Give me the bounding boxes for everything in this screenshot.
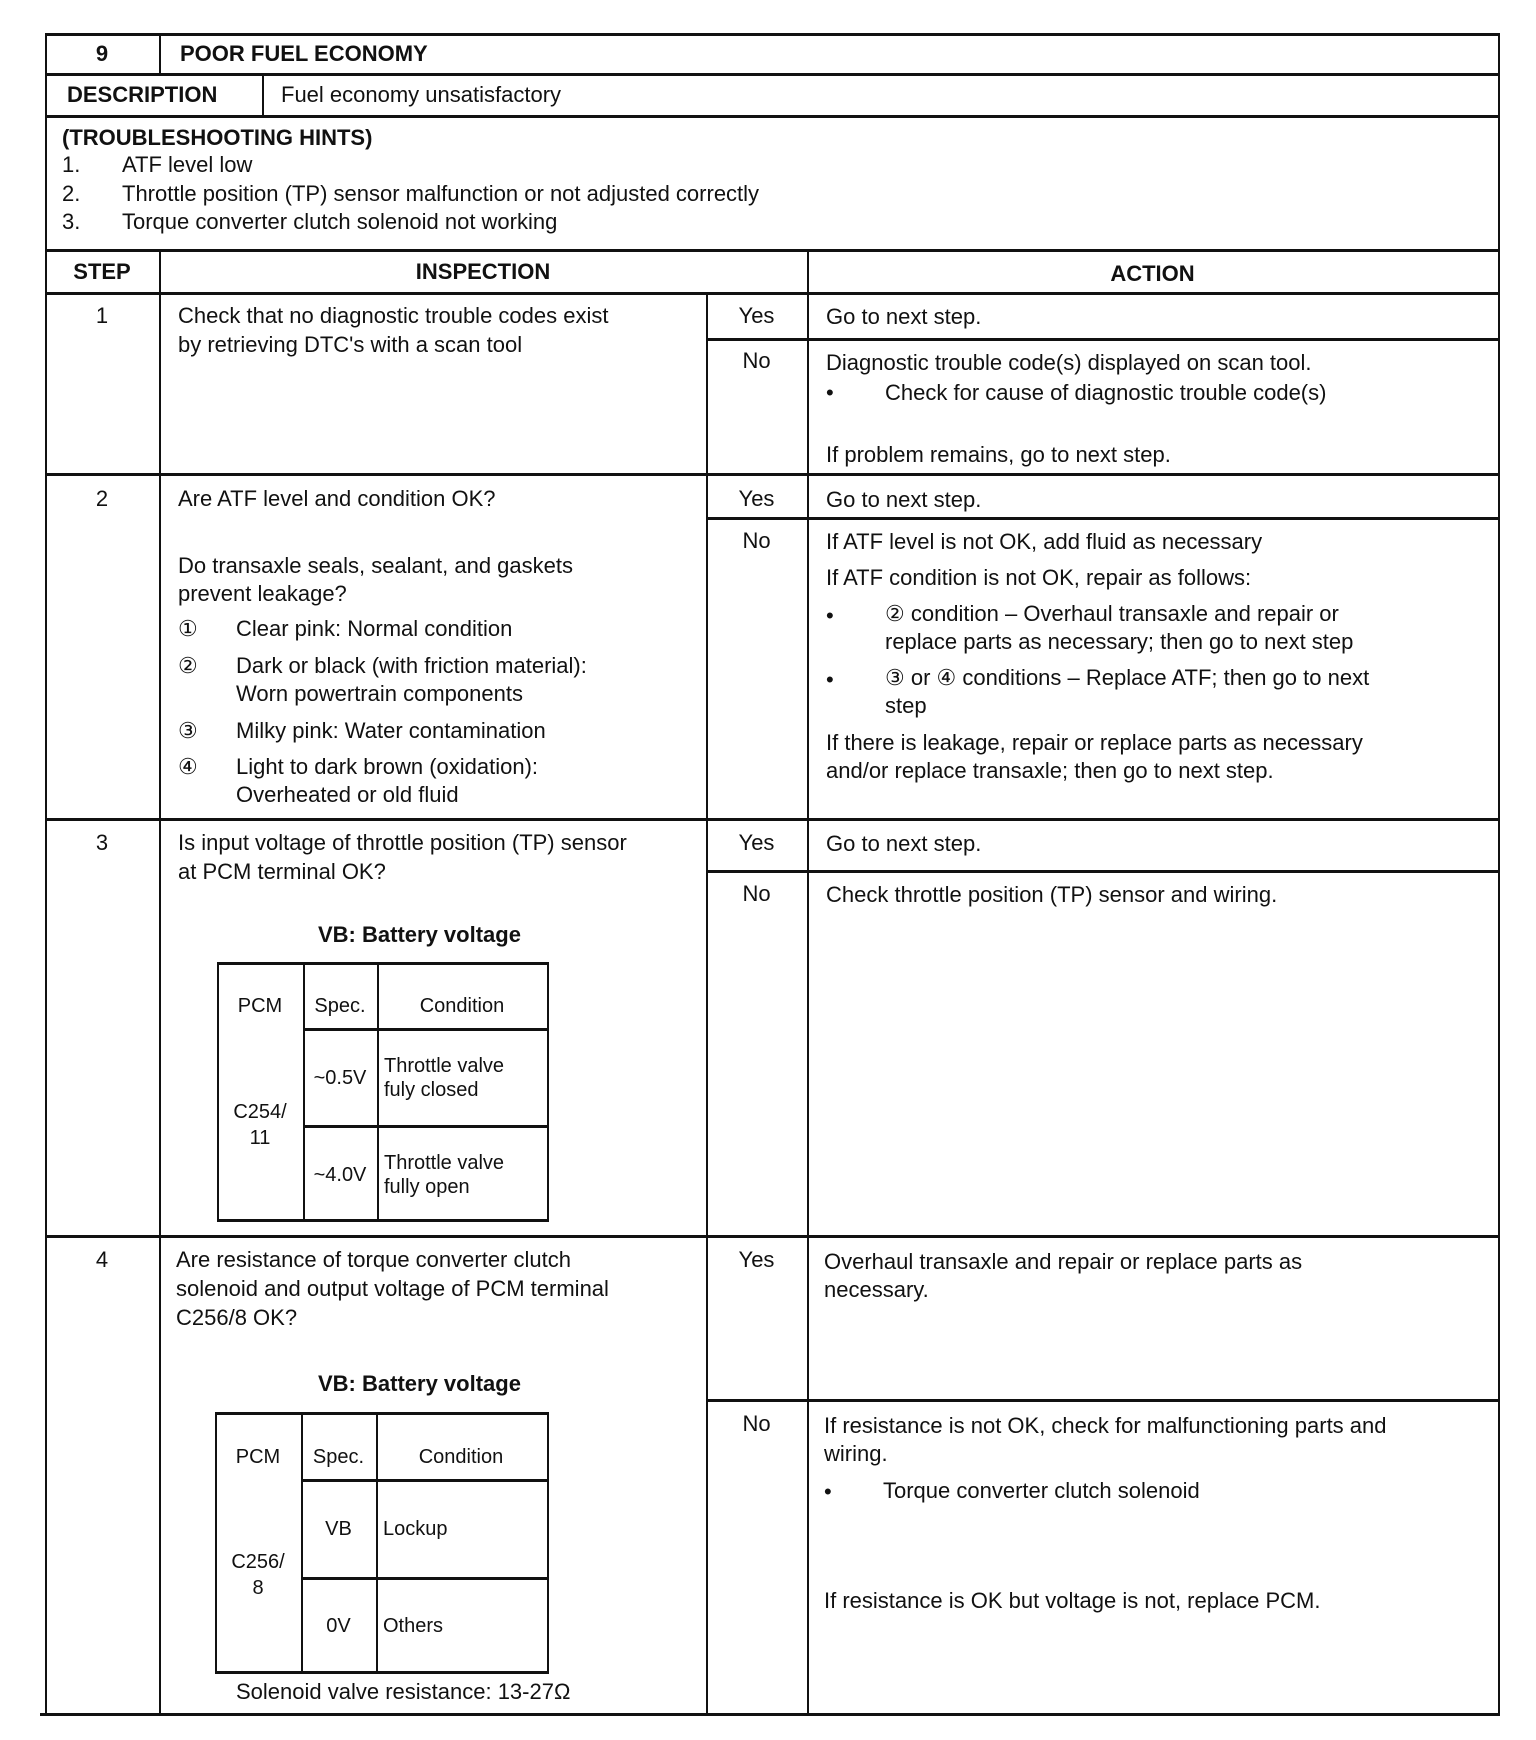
no-action: Torque converter clutch solenoid [883, 1478, 1200, 1503]
inspection-text: at PCM terminal OK? [178, 859, 386, 884]
inspection-text: Do transaxle seals, sealant, and gaskets [178, 553, 574, 578]
no-action: Diagnostic trouble code(s) displayed on scan tool. [826, 350, 1312, 375]
column-header-step: STEP [73, 259, 131, 284]
rule [45, 249, 1500, 252]
no-action: step [885, 693, 927, 718]
spec-value: ~4.0V [313, 1164, 367, 1186]
hint-text: Throttle position (TP) sensor malfunction or not adjusted correctly [122, 181, 760, 206]
yes-action: Go to next step. [826, 831, 982, 856]
hint-number: 3. [62, 209, 81, 234]
yes-label: Yes [738, 830, 775, 855]
hint-number: 2. [62, 181, 81, 206]
condition-text: Others [383, 1615, 444, 1637]
inspection-text: Are resistance of torque converter clutch [176, 1247, 571, 1272]
description-label: DESCRIPTION [67, 82, 218, 107]
spec-value: VB [325, 1518, 352, 1540]
inspection-text: Is input voltage of throttle position (TP) sensor [178, 830, 627, 855]
condition-text: fuly closed [384, 1079, 479, 1101]
rule [303, 1028, 549, 1031]
inspection-text: C256/8 OK? [176, 1305, 298, 1330]
table-header: PCM [235, 1446, 281, 1468]
inspection-text: Check that no diagnostic trouble codes exist [178, 303, 609, 328]
no-label: No [742, 1411, 771, 1436]
condition-marker: ③ [178, 718, 198, 743]
column-header-action: ACTION [1110, 261, 1195, 286]
rule [159, 249, 161, 1715]
hints-title: (TROUBLESHOOTING HINTS) [62, 125, 373, 150]
no-action: If ATF condition is not OK, repair as follows: [826, 565, 1252, 590]
condition-text: Lockup [383, 1518, 448, 1540]
condition-marker: ② [178, 653, 198, 678]
yes-label: Yes [738, 303, 775, 328]
no-action: If there is leakage, repair or replace parts as necessary [826, 730, 1363, 755]
step-number: 3 [95, 830, 109, 855]
rule [1498, 33, 1500, 1715]
condition-text: Throttle valve [384, 1055, 505, 1077]
yes-label: Yes [738, 1247, 775, 1272]
no-action: If resistance is OK but voltage is not, replace PCM. [824, 1588, 1321, 1613]
rule [45, 33, 1500, 36]
rule [45, 1235, 1500, 1238]
rule [706, 338, 1500, 341]
no-action: Check throttle position (TP) sensor and wiring. [826, 882, 1278, 907]
condition-text: fully open [384, 1176, 470, 1198]
rule [262, 73, 264, 116]
spec-value: 0V [326, 1615, 351, 1637]
condition-text: Dark or black (with friction material): [236, 653, 587, 678]
step-number: 1 [95, 303, 109, 328]
table-header: Spec. [312, 1446, 365, 1468]
spec-value: ~0.5V [313, 1067, 367, 1089]
no-action: If resistance is not OK, check for malfunctioning parts and [824, 1413, 1387, 1438]
yes-action: Go to next step. [826, 304, 982, 329]
hint-text: Torque converter clutch solenoid not working [122, 209, 558, 234]
pcm-terminal: 11 [249, 1127, 271, 1149]
bullet: • [824, 1479, 832, 1504]
no-label: No [742, 881, 771, 906]
rule [301, 1577, 549, 1580]
pcm-terminal: C254/ [233, 1101, 287, 1123]
bullet: • [826, 667, 834, 692]
hint-number: 1. [62, 152, 81, 177]
rule [45, 818, 1500, 821]
no-label: No [742, 348, 771, 373]
no-action: Check for cause of diagnostic trouble code(s) [885, 380, 1327, 405]
rule [45, 292, 1500, 295]
inspection-text: Are ATF level and condition OK? [178, 486, 496, 511]
yes-action: necessary. [824, 1277, 929, 1302]
rule [45, 33, 47, 1715]
rule [301, 1479, 549, 1482]
condition-text: Overheated or old fluid [236, 782, 459, 807]
no-action: replace parts as necessary; then go to next step [885, 629, 1354, 654]
yes-label: Yes [738, 486, 775, 511]
step-number: 2 [95, 486, 109, 511]
condition-text: Milky pink: Water contamination [236, 718, 546, 743]
rule [40, 1713, 1500, 1716]
section-number: 9 [95, 41, 109, 66]
condition-marker: ① [178, 616, 198, 641]
inspection-text: prevent leakage? [178, 581, 347, 606]
inspection-text: by retrieving DTC's with a scan tool [178, 332, 523, 357]
condition-text: Light to dark brown (oxidation): [236, 754, 539, 779]
pcm-terminal: 8 [252, 1577, 264, 1599]
table-header: Condition [418, 1446, 504, 1468]
no-action: and/or replace transaxle; then go to next step. [826, 758, 1274, 783]
yes-action: Overhaul transaxle and repair or replace parts as [824, 1249, 1303, 1274]
hint-text: ATF level low [122, 152, 253, 177]
rule [706, 517, 1500, 520]
description-text: Fuel economy unsatisfactory [281, 82, 562, 107]
no-label: No [742, 528, 771, 553]
rule [807, 249, 809, 1715]
condition-text: Clear pink: Normal condition [236, 616, 513, 641]
rule [159, 33, 161, 75]
condition-text: Throttle valve [384, 1152, 505, 1174]
bullet: • [826, 380, 834, 405]
rule [45, 473, 1500, 476]
table-header: Condition [419, 995, 505, 1017]
vb-note: VB: Battery voltage [318, 1371, 521, 1396]
condition-marker: ④ [178, 754, 198, 779]
no-action: If problem remains, go to next step. [826, 442, 1171, 467]
table-header: Spec. [314, 995, 366, 1017]
yes-action: Go to next step. [826, 487, 982, 512]
vb-note: VB: Battery voltage [318, 922, 521, 947]
no-action: ③ or ④ conditions – Replace ATF; then go to next [885, 665, 1370, 690]
rule [706, 1399, 1500, 1402]
table-header: PCM [237, 995, 283, 1017]
rule [303, 1125, 549, 1128]
section-title: POOR FUEL ECONOMY [180, 41, 428, 66]
inspection-text: solenoid and output voltage of PCM terminal [176, 1276, 609, 1301]
pcm-terminal: C256/ [231, 1551, 285, 1573]
no-action: wiring. [824, 1441, 888, 1466]
no-action: If ATF level is not OK, add fluid as necessary [826, 529, 1263, 554]
condition-text: Worn powertrain components [236, 681, 523, 706]
resistance-footnote: Solenoid valve resistance: 13-27Ω [236, 1679, 571, 1704]
no-action: ② condition – Overhaul transaxle and repair or [885, 601, 1339, 626]
column-header-inspection: INSPECTION [415, 259, 551, 284]
rule [706, 870, 1500, 873]
step-number: 4 [95, 1247, 109, 1272]
bullet: • [826, 603, 834, 628]
